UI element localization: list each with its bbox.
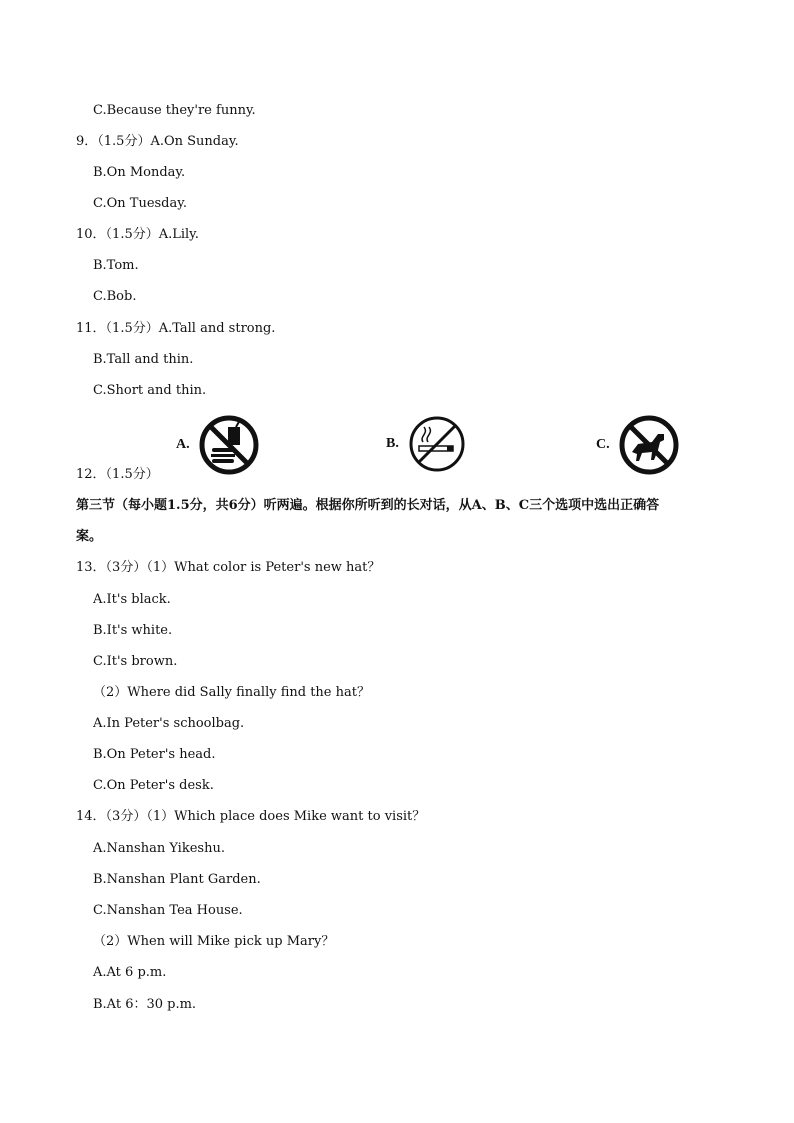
question-12: 12．（1.5分）	[76, 467, 159, 482]
option-13-2b: B.On Peter's head.	[93, 747, 216, 762]
question-10: 10．（1.5分）A.Lily.	[76, 227, 199, 242]
option-11c: C.Short and thin.	[93, 383, 207, 398]
question-9: 9．（1.5分）A.On Sunday.	[76, 134, 239, 149]
option-14-1b: B.Nanshan Plant Garden.	[93, 872, 261, 887]
option-13-2c: C.On Peter's desk.	[93, 778, 214, 793]
option-13-1a: A.It's black.	[93, 592, 171, 607]
question-13-2: （2）Where did Sally finally find the hat？	[93, 685, 370, 700]
sign-option-b	[386, 414, 467, 474]
option-8c: C.Because they're funny.	[93, 103, 256, 118]
question-14-1: 14．（3分）（1）Which place does Mike want to visit？	[76, 809, 426, 824]
no-dogs-icon	[618, 414, 680, 476]
option-13-1b: B.It's white.	[93, 623, 173, 638]
option-14-1c: C.Nanshan Tea House.	[93, 903, 243, 918]
option-9c: C.On Tuesday.	[93, 196, 188, 211]
option-13-2a: A.In Peter's schoolbag.	[93, 716, 245, 731]
question-13-1: 13．（3分）（1）What color is Peter's new hat？	[76, 560, 381, 575]
no-food-drink-icon	[198, 414, 260, 476]
option-14-2b: B.At 6：30 p.m.	[93, 997, 197, 1012]
option-9b: B.On Monday.	[93, 165, 186, 180]
option-14-1a: A.Nanshan Yikeshu.	[93, 841, 225, 856]
option-11b: B.Tall and thin.	[93, 352, 194, 367]
no-smoking-icon	[407, 414, 467, 474]
option-10c: C.Bob.	[93, 289, 137, 304]
question-14-2: （2）When will Mike pick up Mary？	[93, 934, 335, 949]
sign-option-c	[596, 414, 680, 476]
sign-letter-c: C.	[596, 437, 610, 452]
section-3-heading: 第三节（每小题1.5分，共6分）听两遍。根据你所听到的长对话，从A、B、C三个选项中选出正确答	[76, 498, 660, 513]
option-10b: B.Tom.	[93, 258, 139, 273]
option-14-2a: A.At 6 p.m.	[93, 965, 167, 980]
section-3-heading-cont: 案。	[76, 529, 103, 544]
question-11: 11．（1.5分）A.Tall and strong.	[76, 321, 276, 336]
option-13-1c: C.It's brown.	[93, 654, 178, 669]
sign-letter-a: A.	[176, 437, 190, 452]
sign-option-a	[176, 414, 260, 476]
sign-letter-b: B.	[386, 436, 399, 451]
